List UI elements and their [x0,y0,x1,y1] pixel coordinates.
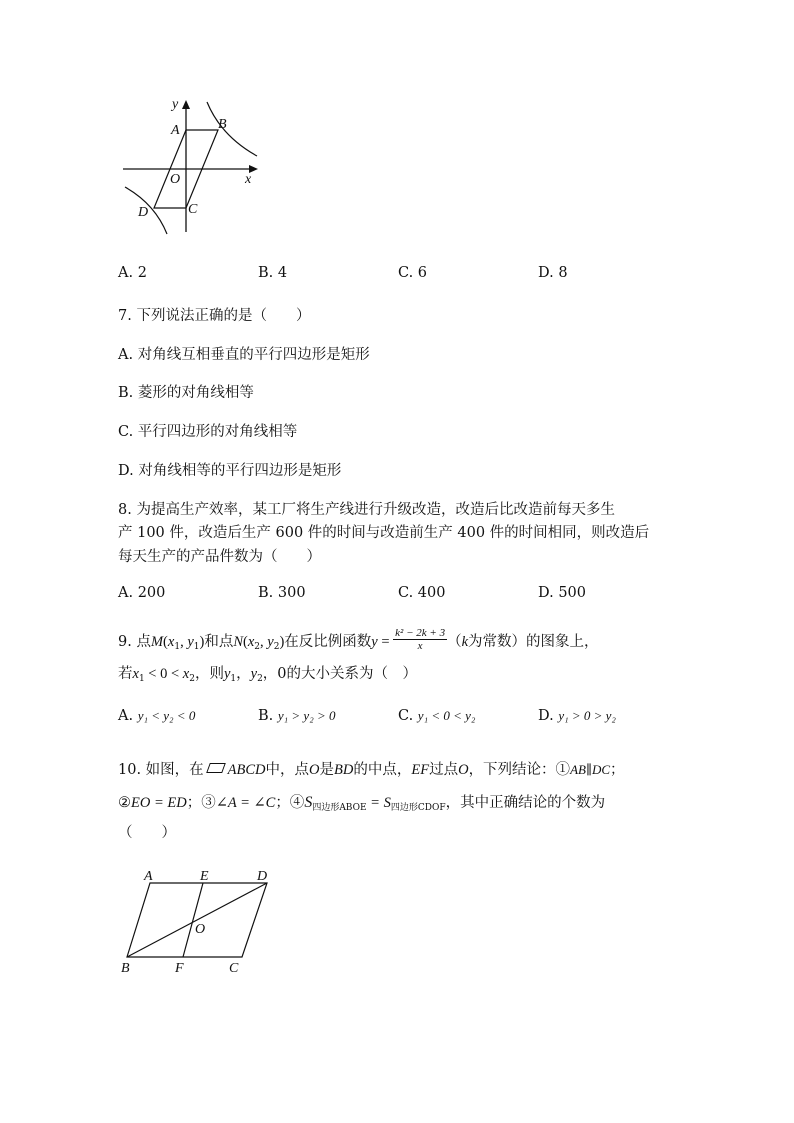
fig1-label-B: B [218,117,227,132]
q9-option-d[interactable]: D. y₁ > 0 > y₂ [538,708,616,724]
fig1-label-x: x [245,172,252,187]
fig1-label-D: D [138,205,149,220]
fig1-label-O: O [170,172,181,187]
q9-point-n: N [233,634,243,650]
q8-option-d[interactable]: D. 500 [538,585,587,601]
q9-option-a[interactable]: A. y₁ < y₂ < 0 [118,708,196,724]
q6-option-a[interactable]: A. 2 [118,265,147,281]
q7-option-c[interactable]: C. 平行四边形的对角线相等 [118,424,298,440]
q10-stem-line1: 10. 如图，在 ABCD中，点O是BD的中点，EF过点O，下列结论：①AB∥DC； [118,762,625,778]
fig2-label-O: O [195,922,206,937]
fig2-label-D: D [257,869,268,884]
fig1-label-y: y [172,97,179,112]
q9-point-m: M [150,634,164,650]
fig1-label-C: C [188,202,198,217]
fig2-label-B: B [121,961,130,976]
q8-stem-line2: 产 100 件，改造后生产 600 件的时间与改造前生产 400 件的时间相同，则改造后 [118,525,650,541]
fig1-label-A: A [171,123,180,138]
fig2-label-A: A [144,869,153,884]
q7-option-a[interactable]: A. 对角线互相垂直的平行四边形是矩形 [118,347,370,363]
q8-stem-line3: 每天生产的产品件数为（ ） [118,549,321,565]
q8-stem-line1: 8. 为提高生产效率，某工厂将生产线进行升级改造，改造后比改造前每天多生 [118,502,615,518]
figure-hyperbola-parallelogram [115,92,275,242]
q10-stem-line2: ②EO = ED；③∠A = ∠C；$④S_{四边形ABOE} = S_{四边形CDOF}$，其中正确结论的个数为 [118,794,606,813]
q10-stem-line3: （ ） [118,825,176,841]
q9-option-c[interactable]: C. y₁ < 0 < y₂ [398,708,476,724]
q8-option-a[interactable]: A. 200 [118,585,166,601]
q8-option-c[interactable]: C. 400 [398,585,446,601]
q9-fraction: $\frac{\text{k² − 2k + 3}}{x}$ [395,626,446,652]
q9-stem-line1: 9. 点$M(x_1$, $y_1$)和点$N(x_2$, $y_2$)在反比例函数y = $\frac{\text{k² − 2k + 3}}{x}$ （k为常数）的图象上， [118,626,599,652]
q6-option-b[interactable]: B. 4 [258,265,288,281]
q9-stem-line2: 若$x_1 < 0 < x_2$，则$y_1$，$y_2$，0的大小关系为（ ） [118,666,418,684]
q7-option-b[interactable]: B. 菱形的对角线相等 [118,385,254,401]
fig2-label-C: C [229,961,239,976]
fig2-label-E: E [200,869,209,884]
q6-option-d[interactable]: D. 8 [538,265,568,281]
q6-option-c[interactable]: C. 6 [398,265,428,281]
q8-option-b[interactable]: B. 300 [258,585,306,601]
fig2-label-F: F [175,961,184,976]
q7-option-d[interactable]: D. 对角线相等的平行四边形是矩形 [118,463,342,479]
q9-option-b[interactable]: B. y₁ > y₂ > 0 [258,708,336,724]
figure-parallelogram-abcd [115,865,285,980]
q7-stem: 7. 下列说法正确的是（ ） [118,308,311,324]
parallelogram-symbol-icon [206,763,226,773]
